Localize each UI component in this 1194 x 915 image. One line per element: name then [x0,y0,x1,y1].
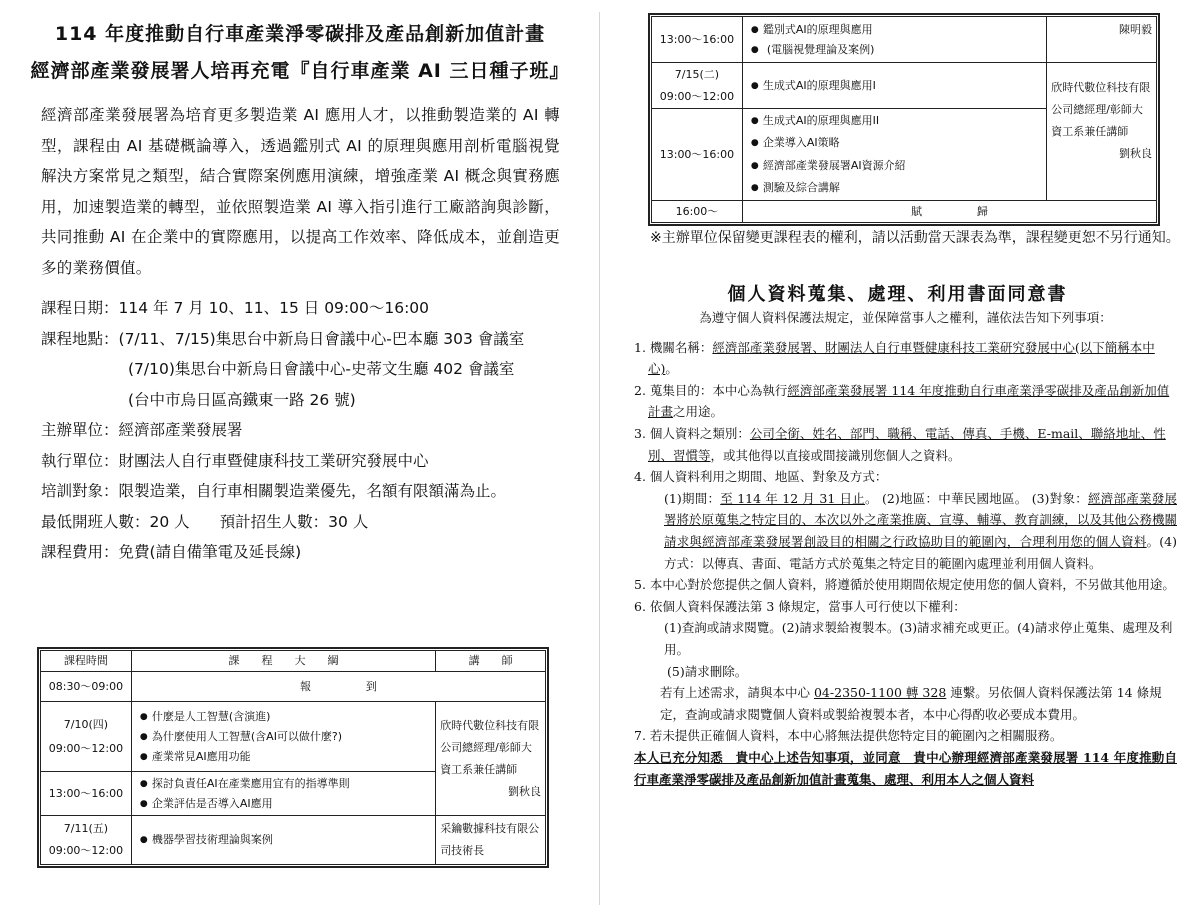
privacy-item-7: 7. 若未提供正確個人資料，本中心將無法提供您特定目的範圍內之相關服務。 [634,728,1063,744]
privacy-item-6-rights: (1)查詢或請求閱覽。(2)請求製給複製本。(3)請求補充或更正。(4)請求停止蒐集、處理及利用。 [664,620,1173,657]
schedule-table-part2 [648,13,1160,226]
list-item: ● 經濟部產業發展署AI資源介紹 [751,155,1046,178]
privacy-item-4: 4. 個人資料利用之期間、地區、對象及方式： [634,469,888,485]
table-row: 16:00～ 賦 歸 [652,201,1157,223]
list-item: ● 什麼是人工智慧(含演進) [140,707,435,727]
privacy-title: 個人資料蒐集、處理、利用書面同意書 [727,284,1068,305]
list-item: ● 生成式AI的原理與應用I [751,76,1046,96]
list-item: ● 企業評估是否導入AI應用 [140,794,435,814]
instructor-cell: 欣時代數位科技有限公司總經理/彰師大資工系兼任講師 劉秋良 [436,702,546,816]
privacy-item-5: 5. 本中心對於您提供之個人資料，將遵循於使用期間依規定使用您的個人資料，不另做其他用途。 [634,577,1175,593]
right-column [601,0,1194,915]
table-row: 13:00～16:00 ● 探討負責任AI在產業應用宜有的指導準則 ● 企業評估是否導入AI應用 [41,772,546,816]
privacy-item-6: 6. 依個人資料保護法第 3 條規定，當事人可行使以下權利： [634,598,966,614]
table-header-row: 課程時間 課 程 大 綱 講 師 [41,651,546,672]
info-venue-address: (台中市烏日區高鐵東一路 26 號) [128,390,356,409]
privacy-consent: 本人已充分知悉 貴中心上述告知事項，並同意 貴中心辦理經濟部產業發展署 114 年度推動自行車產業淨零碳排及產品創新加值計畫蒐集、處理、利用本人之個人資料 [634,749,1177,787]
table-row: 08:30～09:00 報 到 [41,672,546,702]
info-target: 培訓對象： 限製造業，自行車相關製造業優先，名額有限額滿為止。 [41,482,507,500]
info-venue: 課程地點： (7/11、7/15)集思台中新烏日會議中心-巴本廳 303 會議室 [41,329,525,348]
table-row: 7/11(五) 09:00～12:00 ● 機器學習技術理論與案例 采鑰數據科技有限公司技術長 [41,816,546,865]
intro-paragraph: 經濟部產業發展署為培育更多製造業 AI 應用人才，以推動製造業的 AI 轉型，課程由 AI 基礎概論導入，透過鑑別式 AI 的原理與應用剖析電腦視覺解決方案常見之類型，結合實際案例應用演練，增強產業 AI 概念與實務應用，加速製造業的轉型，並依照製造業 AI 導入指引進行工廠諮詢與診斷，共同推動 AI 在企業中的實際應用，以提高工作效率、降低成本，並創造更多的業務價值。 [41,106,560,277]
table-row: 13:00～16:00 ● 生成式AI的原理與應用II ● 企業導入AI策略 ● 經濟部產業發展署AI資源介紹 ● 測驗及綜合講解 [652,109,1157,201]
info-venue-2: (7/10)集思台中新烏日會議中心-史蒂文生廳 402 會議室 [128,360,515,378]
privacy-item-3: 3. 個人資料之類別：公司全銜、姓名、部門、職稱、電話、傳真、手機、E-mail、聯絡地址、性別、習慣等，或其他得以直接或間接識別您個人之資料。 [634,425,1166,463]
privacy-item-6-delete: (5)請求刪除。 [667,663,748,679]
list-item: ● 探討負責任AI在產業應用宜有的指導準則 [140,774,435,794]
privacy-item-4-detail: (1)期間：至 114 年 12 月 31 日止。 (2)地區：中華民國地區。 (3)對象：經濟部產業發展署將於原蒐集之特定目的、本次以外之產業推廣、宣導、輔導、教育訓練，以及其他公務機關請求與經濟部產業發展署創設目的相關之行政協助目的範圍內，合理利用您的個人資料。(4)方式：以傳真、書面、電話方式於蒐集之特定目的範圍內處理並利用個人資料。 [664,490,1177,571]
course-info [41,293,570,568]
instructor-cell: 采鑰數據科技有限公司技術長 [436,816,546,865]
privacy-preface: 為遵守個人資料保護法規定，並保障當事人之權利，謹依法告知下列事項： [699,310,1112,325]
course-title: 經濟部產業發展署人培再充電『自行車產業 AI 三日種子班』 [30,60,570,82]
instructor-cell: 陳明毅 [1047,17,1157,63]
list-item: ● 產業常見AI應用功能 [140,747,435,767]
schedule-table-part1 [37,647,549,868]
info-min: 最低開班人數： 20 人 預計招生人數：30 人 [41,512,369,531]
info-organizer: 主辦單位： 經濟部產業發展署 [41,421,243,439]
list-item-sub: ● (電腦視覺理論及案例) [751,40,1046,60]
table-row: 13:00～16:00 ● 鑑別式AI的原理與應用 ● (電腦視覺理論及案例) 陳明毅 [652,17,1157,63]
privacy-body [634,307,1177,791]
plan-title: 114 年度推動自行車產業淨零碳排及產品創新加值計畫 [54,23,546,45]
list-item: ● 為什麼使用人工智慧(含AI可以做什麼?) [140,727,435,747]
list-item: ● 生成式AI的原理與應用II [751,110,1046,133]
info-date: 課程日期： 114 年 7 月 10、11、15 日 09:00～16:00 [41,299,430,317]
table-row: 7/10(四) 09:00～12:00 ● 什麼是人工智慧(含演進) ● 為什麼使用人工智慧(含AI可以做什麼?) ● 產業常見AI應用功能 欣時代數位科技有限公司總經理/彰師大資工系兼任講師 劉秋良 [41,702,546,772]
privacy-item-6-contact: 若有上述需求，請與本中心 04-2350-1100 轉 328 連繫。另依個人資料保護法第 14 條規定，查詢或請求閱覽個人資料或製給複製本者，本中心得酌收必要成本費用。 [660,685,1162,722]
list-item: ● 機器學習技術理論與案例 [140,830,435,850]
info-fee: 課程費用： 免費(請自備筆電及延長線) [41,543,302,561]
info-executor: 執行單位： 財團法人自行車暨健康科技工業研究發展中心 [41,451,429,470]
schedule-notice: ※主辦單位保留變更課程表的權利，請以活動當天課表為準，課程變更恕不另行通知。 [650,230,1180,246]
list-item: ● 企業導入AI策略 [751,132,1046,155]
privacy-item-1: 1. 機關名稱：經濟部產業發展署、財團法人自行車暨健康科技工業研究發展中心(以下簡稱本中心)。 [634,339,1155,377]
instructor-cell: 欣時代數位科技有限公司總經理/彰師大資工系兼任講師 劉秋良 [1047,63,1157,201]
table-row: 7/15(二) 09:00～12:00 ● 生成式AI的原理與應用I 欣時代數位科技有限公司總經理/彰師大資工系兼任講師 劉秋良 [652,63,1157,109]
list-item: ● 鑑別式AI的原理與應用 [751,20,1046,40]
privacy-item-2: 2. 蒐集目的：本中心為執行經濟部產業發展署 114 年度推動自行車產業淨零碳排及產品創新加值計畫之用途。 [634,382,1170,420]
list-item: ● 測驗及綜合講解 [751,177,1046,200]
